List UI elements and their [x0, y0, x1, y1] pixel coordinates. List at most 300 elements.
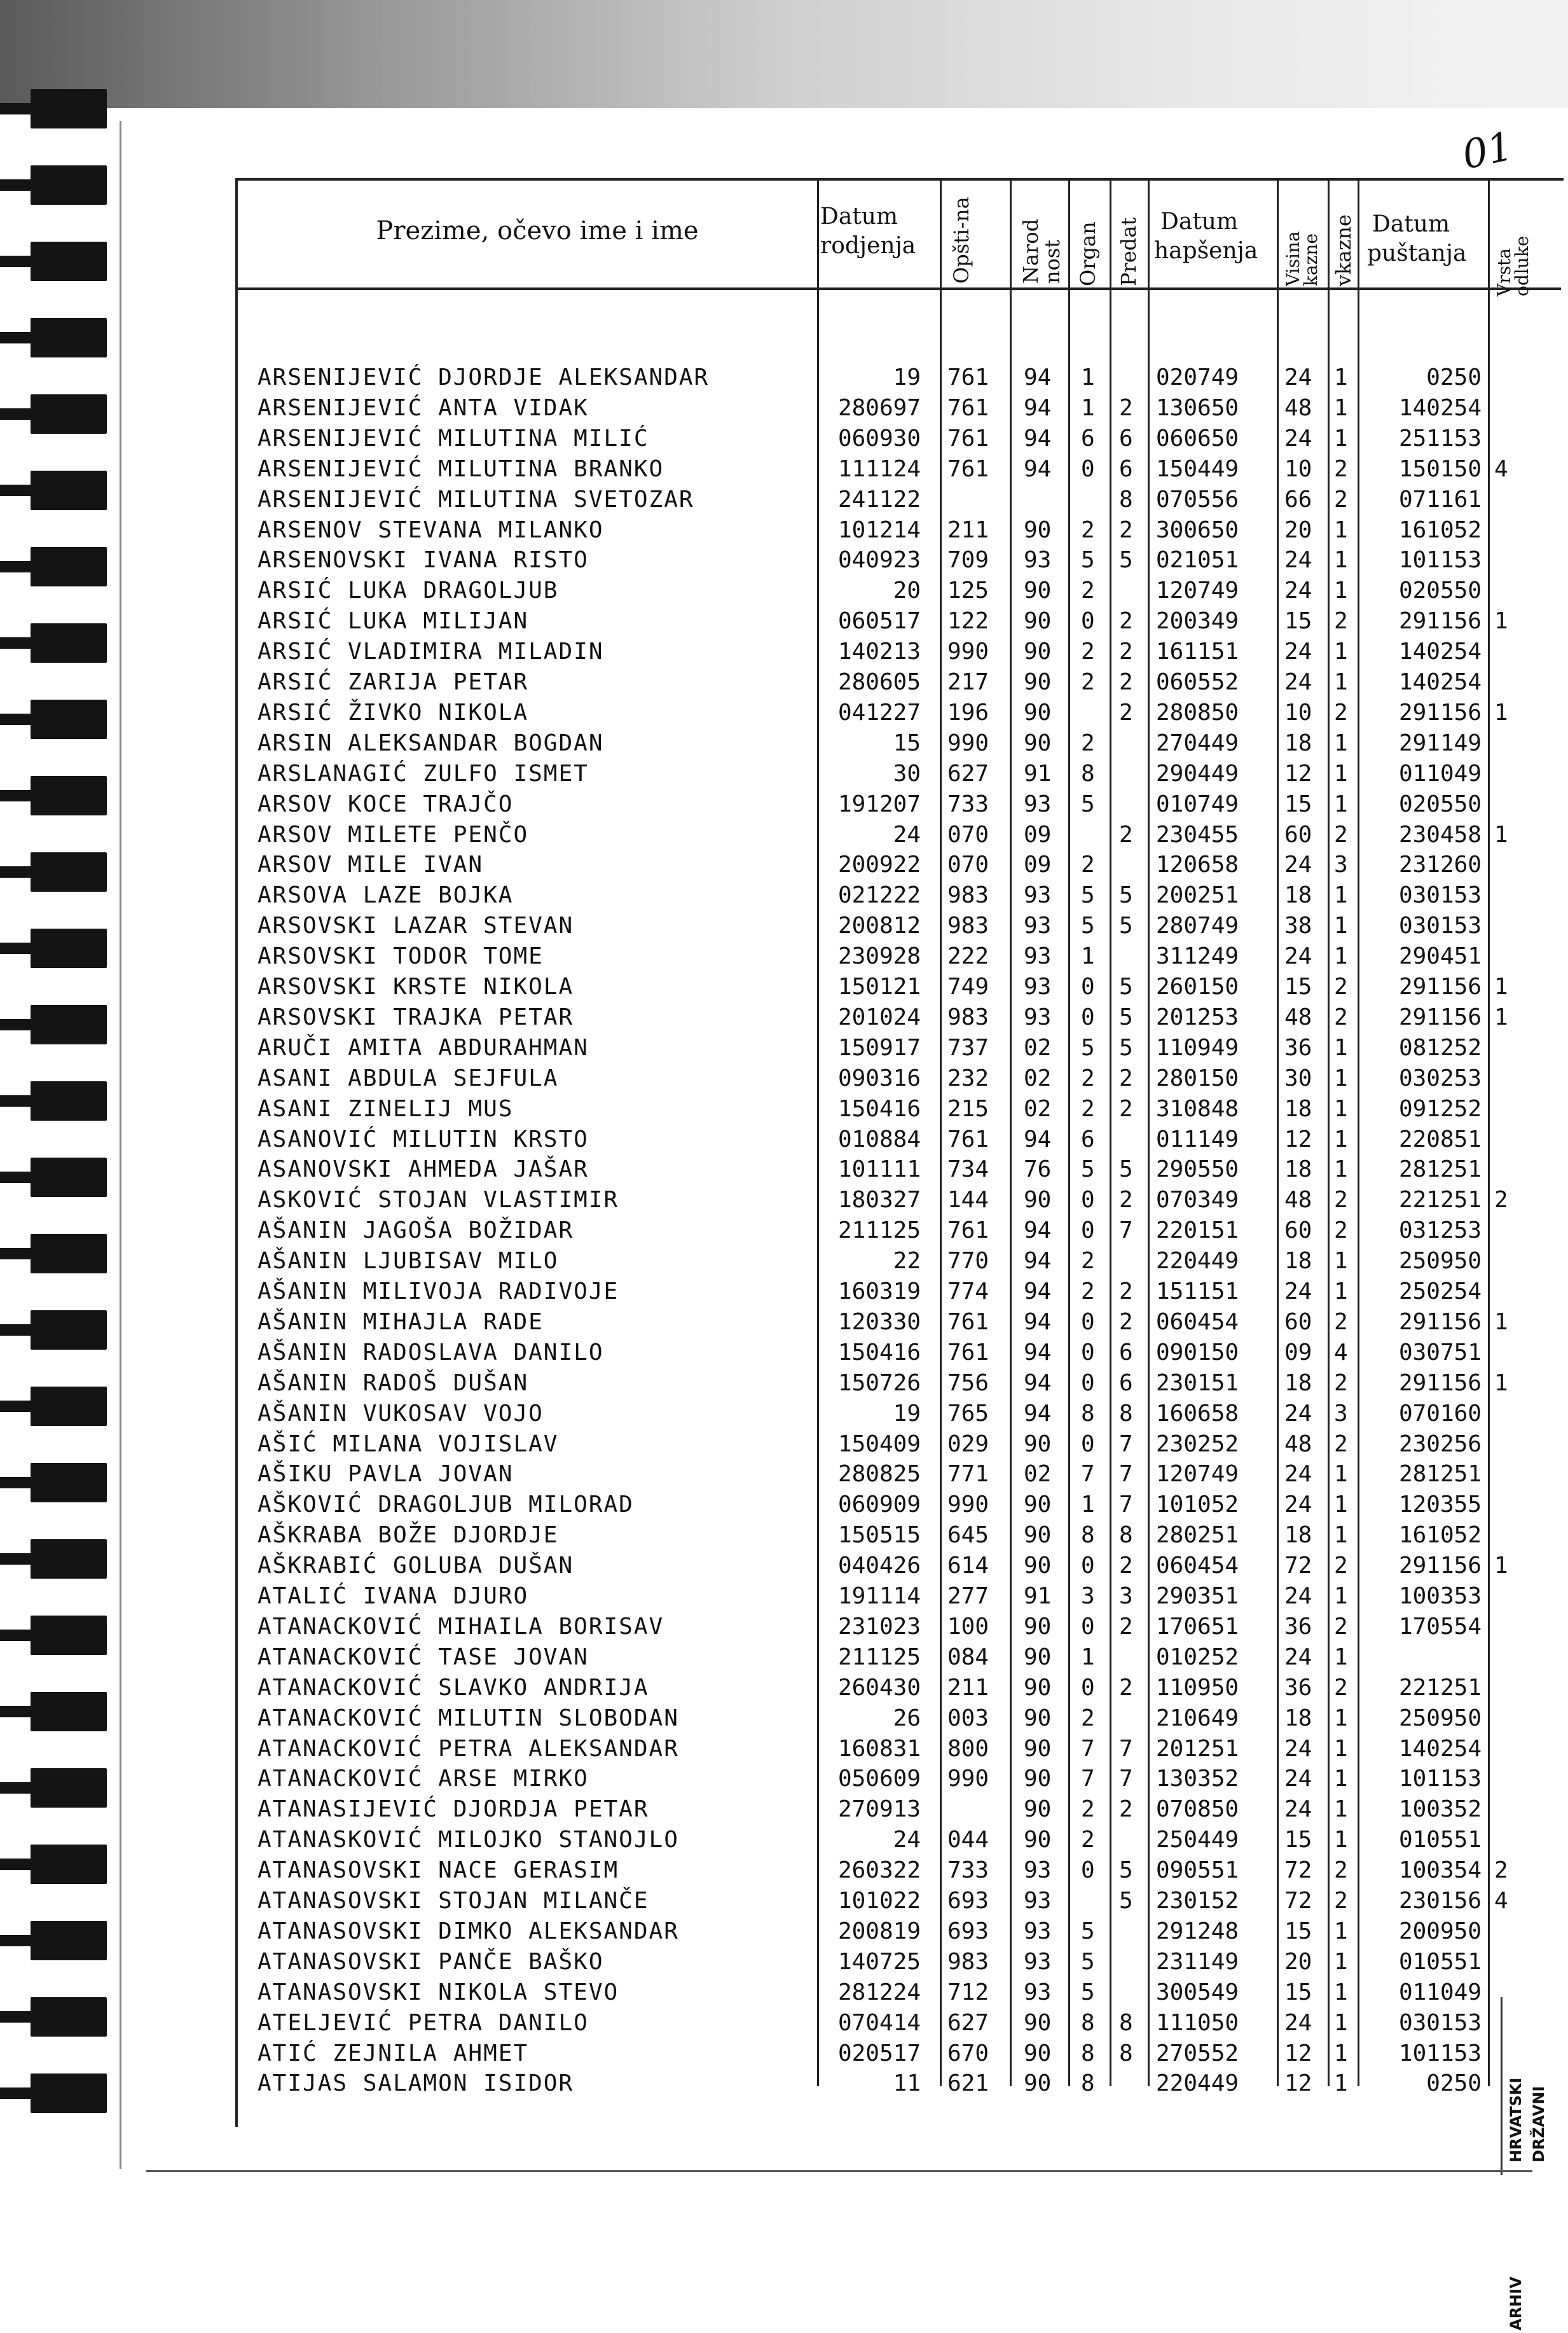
municipality-code: 084 [947, 1644, 989, 1670]
nationality-code: 90 [1024, 2070, 1052, 2097]
sentence-length: 30 [1284, 1065, 1312, 1091]
sentence-type: 1 [1334, 394, 1348, 421]
organ-code: 7 [1081, 1735, 1095, 1762]
sentence-length: 48 [1284, 394, 1312, 421]
organ-code: 0 [1081, 608, 1095, 635]
organ-code: 0 [1081, 1187, 1095, 1214]
prisoner-name: ATANASOVSKI PANČE BAŠKO [258, 1948, 604, 1975]
organ-code: 2 [1081, 516, 1095, 543]
sentence-length: 48 [1284, 1187, 1312, 1214]
organ-code: 0 [1081, 1339, 1095, 1366]
header-datum-pustanja [1367, 210, 1488, 268]
birth-date: 060909 [837, 1492, 921, 1518]
predat-code: 6 [1119, 425, 1133, 452]
sentence-type: 1 [1334, 1979, 1348, 2005]
birth-date: 101214 [837, 516, 921, 543]
decision-type: 1 [1494, 608, 1508, 635]
release-date: 291156 [1398, 1308, 1482, 1335]
prisoner-name: ARSENIJEVIĆ MILUTINA MILIĆ [258, 425, 649, 452]
header-datum-label: Datum [1160, 209, 1239, 235]
sentence-type: 1 [1334, 1248, 1348, 1275]
decision-type: 1 [1494, 1004, 1508, 1030]
municipality-code: 215 [947, 1095, 989, 1122]
release-date: 200950 [1398, 1918, 1482, 1944]
birth-date: 280697 [837, 394, 921, 421]
sentence-type: 1 [1334, 882, 1348, 909]
sentence-length: 12 [1284, 2040, 1312, 2066]
municipality-code: 196 [947, 699, 989, 726]
arrest-date: 290449 [1156, 760, 1239, 787]
sentence-type: 1 [1334, 639, 1348, 665]
prisoner-name: ATANACKOVIĆ PETRA ALEKSANDAR [258, 1735, 679, 1762]
release-date: 0250 [1426, 364, 1482, 391]
sentence-length: 24 [1284, 1461, 1312, 1488]
decision-type: 2 [1494, 1857, 1508, 1884]
birth-date: 230928 [837, 943, 921, 970]
birth-date: 281224 [837, 1979, 921, 2005]
prisoner-name: ATELJEVIĆ PETRA DANILO [258, 2009, 589, 2036]
municipality-code: 983 [947, 1004, 989, 1030]
prisoner-name: ASANI ABDULA SEJFULA [258, 1065, 559, 1091]
nationality-code: 94 [1024, 1339, 1052, 1366]
prisoner-name: AŠANIN MILIVOJA RADIVOJE [258, 1278, 619, 1305]
birth-date: 040426 [837, 1553, 921, 1579]
prisoner-name: ATANASOVSKI NIKOLA STEVO [258, 1979, 619, 2005]
binding-hole [31, 700, 107, 739]
nationality-code: 94 [1024, 1126, 1052, 1153]
prisoner-name: ARSENIJEVIĆ ANTA VIDAK [258, 394, 589, 421]
sentence-type: 2 [1334, 608, 1348, 635]
birth-date: 140213 [837, 639, 921, 665]
release-date: 291156 [1398, 1553, 1482, 1579]
birth-date: 010884 [837, 1126, 921, 1153]
prisoner-name: ARSOVA LAZE BOJKA [258, 882, 514, 909]
organ-code: 1 [1081, 394, 1095, 421]
release-date: 030153 [1398, 882, 1482, 909]
nationality-code: 94 [1024, 455, 1052, 482]
arrest-date: 201251 [1156, 1735, 1239, 1762]
arrest-date: 120658 [1156, 852, 1239, 878]
stamp-text: DRŽAVNI [1529, 2086, 1548, 2163]
stamp-text: ARHIV [1507, 2276, 1525, 2330]
organ-code: 0 [1081, 1857, 1095, 1884]
binding-hole [31, 165, 107, 205]
arrest-date: 111050 [1156, 2009, 1239, 2036]
municipality-code: 761 [947, 394, 989, 421]
binding-hole [31, 318, 107, 357]
prisoner-name: ASANI ZINELIJ MUS [258, 1095, 514, 1122]
birth-date: 26 [893, 1705, 921, 1731]
release-date: 291156 [1398, 974, 1482, 1000]
binding-hole [31, 2073, 107, 2113]
sentence-length: 66 [1284, 486, 1312, 513]
arrest-date: 090551 [1156, 1857, 1239, 1884]
column-divider [940, 178, 942, 2086]
nationality-code: 09 [1024, 852, 1052, 878]
arrest-date: 230252 [1156, 1430, 1239, 1457]
binding-hole [31, 1921, 107, 1960]
sentence-type: 1 [1334, 364, 1348, 391]
arrest-date: 161151 [1156, 639, 1239, 665]
organ-code: 2 [1081, 852, 1095, 878]
predat-code: 5 [1119, 974, 1133, 1000]
release-date: 230156 [1398, 1888, 1482, 1914]
predat-code: 8 [1119, 1400, 1133, 1427]
predat-code: 2 [1119, 516, 1133, 543]
arrest-date: 110949 [1156, 1034, 1239, 1061]
municipality-code: 211 [947, 516, 989, 543]
sentence-type: 1 [1334, 943, 1348, 970]
arrest-date: 090150 [1156, 1339, 1239, 1366]
sentence-type: 1 [1334, 1126, 1348, 1153]
birth-date: 111124 [837, 455, 921, 482]
arrest-date: 160658 [1156, 1400, 1239, 1427]
prisoner-name: ATIĆ ZEJNILA AHMET [258, 2040, 529, 2066]
organ-code: 8 [1081, 1400, 1095, 1427]
organ-code: 5 [1081, 882, 1095, 909]
nationality-code: 93 [1024, 1888, 1052, 1914]
predat-code: 6 [1119, 455, 1133, 482]
sentence-type: 1 [1334, 913, 1348, 939]
sentence-type: 1 [1334, 578, 1348, 604]
birth-date: 041227 [837, 699, 921, 726]
nationality-code: 94 [1024, 1248, 1052, 1275]
municipality-code: 003 [947, 1705, 989, 1731]
municipality-code: 217 [947, 669, 989, 695]
municipality-code: 122 [947, 608, 989, 635]
prisoner-name: ARSIĆ ŽIVKO NIKOLA [258, 699, 529, 726]
organ-code: 8 [1081, 2070, 1095, 2097]
predat-code: 2 [1119, 1613, 1133, 1640]
sentence-length: 60 [1284, 1308, 1312, 1335]
predat-code: 5 [1119, 913, 1133, 939]
column-divider [1068, 178, 1070, 2086]
sentence-type: 2 [1334, 974, 1348, 1000]
release-date: 161052 [1398, 1522, 1482, 1549]
birth-date: 280605 [837, 669, 921, 695]
binding-hole [31, 1234, 107, 1273]
nationality-code: 90 [1024, 516, 1052, 543]
municipality-code: 756 [947, 1369, 989, 1396]
sentence-type: 1 [1334, 1918, 1348, 1944]
nationality-code: 93 [1024, 547, 1052, 574]
prisoner-name: ARSOVSKI LAZAR STEVAN [258, 913, 574, 939]
sentence-length: 18 [1284, 1156, 1312, 1183]
column-divider [1148, 178, 1150, 2086]
nationality-code: 94 [1024, 1400, 1052, 1427]
arrest-date: 120749 [1156, 578, 1239, 604]
prisoner-name: AŠANIN JAGOŠA BOŽIDAR [258, 1217, 574, 1244]
nationality-code: 09 [1024, 821, 1052, 848]
binding-hole [31, 1539, 107, 1579]
arrest-date: 250449 [1156, 1827, 1239, 1853]
birth-date: 260322 [837, 1857, 921, 1884]
predat-code: 2 [1119, 1278, 1133, 1305]
sentence-type: 1 [1334, 2070, 1348, 2097]
birth-date: 201024 [837, 1004, 921, 1030]
nationality-code: 02 [1024, 1095, 1052, 1122]
nationality-code: 93 [1024, 1948, 1052, 1975]
organ-code: 0 [1081, 1430, 1095, 1457]
predat-code: 7 [1119, 1217, 1133, 1244]
organ-code: 3 [1081, 1583, 1095, 1609]
column-divider [1328, 178, 1330, 2086]
sentence-type: 1 [1334, 1583, 1348, 1609]
predat-code: 2 [1119, 1674, 1133, 1701]
birth-date: 150416 [837, 1339, 921, 1366]
release-date: 230256 [1398, 1430, 1482, 1457]
prisoner-name: ATANACKOVIĆ MILUTIN SLOBODAN [258, 1705, 679, 1731]
arrest-date: 270552 [1156, 2040, 1239, 2066]
sentence-length: 36 [1284, 1034, 1312, 1061]
municipality-code: 749 [947, 974, 989, 1000]
prisoner-name: AŠANIN LJUBISAV MILO [258, 1248, 559, 1275]
decision-type: 1 [1494, 1553, 1508, 1579]
binding-hole [31, 471, 107, 510]
decision-type: 1 [1494, 699, 1508, 726]
birth-date: 180327 [837, 1187, 921, 1214]
scan-top-shadow [0, 0, 1568, 108]
header-narodnost: Narod nost [1019, 218, 1064, 284]
birth-date: 24 [893, 1827, 921, 1853]
arrest-date: 230151 [1156, 1369, 1239, 1396]
release-date: 291156 [1398, 1004, 1482, 1030]
prisoner-name: AŠKRABA BOŽE DJORDJE [258, 1522, 559, 1549]
birth-date: 040923 [837, 547, 921, 574]
nationality-code: 90 [1024, 2040, 1052, 2066]
arrest-date: 060650 [1156, 425, 1239, 452]
arrest-date: 280251 [1156, 1522, 1239, 1549]
prisoner-name: AŠKOVIĆ DRAGOLJUB MILORAD [258, 1492, 634, 1518]
nationality-code: 93 [1024, 882, 1052, 909]
municipality-code: 232 [947, 1065, 989, 1091]
prisoner-name: AŠKRABIĆ GOLUBA DUŠAN [258, 1553, 574, 1579]
nationality-code: 90 [1024, 1766, 1052, 1792]
nationality-code: 90 [1024, 1644, 1052, 1670]
release-date: 251153 [1398, 425, 1482, 452]
predat-code: 2 [1119, 821, 1133, 848]
sentence-type: 1 [1334, 2040, 1348, 2066]
organ-code: 2 [1081, 1095, 1095, 1122]
nationality-code: 90 [1024, 1492, 1052, 1518]
nationality-code: 93 [1024, 1857, 1052, 1884]
sentence-length: 18 [1284, 730, 1312, 756]
release-date: 030153 [1398, 913, 1482, 939]
arrest-date: 151151 [1156, 1278, 1239, 1305]
release-date: 290451 [1398, 943, 1482, 970]
municipality-code: 693 [947, 1918, 989, 1944]
birth-date: 101111 [837, 1156, 921, 1183]
header-datum-label: Datum [1372, 211, 1450, 237]
nationality-code: 93 [1024, 791, 1052, 817]
nationality-code: 90 [1024, 699, 1052, 726]
municipality-code: 761 [947, 1217, 989, 1244]
nationality-code: 90 [1024, 639, 1052, 665]
sentence-type: 2 [1334, 699, 1348, 726]
sentence-length: 24 [1284, 1766, 1312, 1792]
arrest-date: 010749 [1156, 791, 1239, 817]
arrest-date: 270449 [1156, 730, 1239, 756]
municipality-code: 693 [947, 1888, 989, 1914]
organ-code: 5 [1081, 1918, 1095, 1944]
municipality-code: 670 [947, 2040, 989, 2066]
arrest-date: 200251 [1156, 882, 1239, 909]
organ-code: 0 [1081, 455, 1095, 482]
prisoner-name: ARSIĆ ZARIJA PETAR [258, 669, 529, 695]
nationality-code: 91 [1024, 1583, 1052, 1609]
nationality-code: 90 [1024, 1705, 1052, 1731]
release-date: 081252 [1398, 1034, 1482, 1061]
sentence-length: 48 [1284, 1004, 1312, 1030]
predat-code: 2 [1119, 1796, 1133, 1823]
municipality-code: 771 [947, 1461, 989, 1488]
release-date: 0250 [1426, 2070, 1482, 2097]
municipality-code: 761 [947, 1339, 989, 1366]
prisoner-name: ARSIĆ LUKA DRAGOLJUB [258, 578, 559, 604]
sentence-type: 1 [1334, 1796, 1348, 1823]
organ-code: 2 [1081, 639, 1095, 665]
nationality-code: 02 [1024, 1034, 1052, 1061]
sentence-type: 4 [1334, 1339, 1348, 1366]
sentence-type: 1 [1334, 669, 1348, 695]
organ-code: 0 [1081, 1004, 1095, 1030]
predat-code: 6 [1119, 1339, 1133, 1366]
arrest-date: 060552 [1156, 669, 1239, 695]
arrest-date: 011149 [1156, 1126, 1239, 1153]
prisoner-name: ATANASKOVIĆ MILOJKO STANOJLO [258, 1827, 679, 1853]
nationality-code: 76 [1024, 1156, 1052, 1183]
sentence-type: 1 [1334, 1766, 1348, 1792]
nationality-code: 90 [1024, 1553, 1052, 1579]
arrest-date: 021051 [1156, 547, 1239, 574]
municipality-code: 645 [947, 1522, 989, 1549]
municipality-code: 800 [947, 1735, 989, 1762]
sentence-type: 1 [1334, 1095, 1348, 1122]
organ-code: 7 [1081, 1766, 1095, 1792]
predat-code: 5 [1119, 547, 1133, 574]
sentence-length: 12 [1284, 760, 1312, 787]
nationality-code: 91 [1024, 760, 1052, 787]
arrest-date: 060454 [1156, 1553, 1239, 1579]
organ-code: 2 [1081, 578, 1095, 604]
nationality-code: 90 [1024, 669, 1052, 695]
organ-code: 6 [1081, 1126, 1095, 1153]
arrest-date: 150449 [1156, 455, 1239, 482]
release-date: 010551 [1398, 1827, 1482, 1853]
release-date: 291149 [1398, 730, 1482, 756]
prisoner-name: ARSENIJEVIĆ DJORDJE ALEKSANDAR [258, 364, 710, 391]
municipality-code: 765 [947, 1400, 989, 1427]
municipality-code: 774 [947, 1278, 989, 1305]
municipality-code: 770 [947, 1248, 989, 1275]
nationality-code: 93 [1024, 943, 1052, 970]
birth-date: 140725 [837, 1948, 921, 1975]
binding-hole [31, 623, 107, 663]
organ-code: 6 [1081, 425, 1095, 452]
birth-date: 24 [893, 821, 921, 848]
arrest-date: 070850 [1156, 1796, 1239, 1823]
nationality-code: 90 [1024, 1613, 1052, 1640]
municipality-code: 761 [947, 364, 989, 391]
sentence-length: 38 [1284, 913, 1312, 939]
prisoner-name: ARUČI AMITA ABDURAHMAN [258, 1034, 589, 1061]
sentence-length: 24 [1284, 1644, 1312, 1670]
municipality-code: 222 [947, 943, 989, 970]
release-date: 161052 [1398, 516, 1482, 543]
municipality-code: 211 [947, 1674, 989, 1701]
birth-date: 191207 [837, 791, 921, 817]
organ-code: 2 [1081, 1796, 1095, 1823]
predat-code: 2 [1119, 699, 1133, 726]
arrest-date: 310848 [1156, 1095, 1239, 1122]
sentence-type: 1 [1334, 1948, 1348, 1975]
binding-hole [31, 1463, 107, 1502]
header-pustanja-label: puštanja [1367, 240, 1467, 267]
decision-type: 2 [1494, 1187, 1508, 1214]
predat-code: 8 [1119, 2040, 1133, 2066]
sentence-length: 18 [1284, 1248, 1312, 1275]
binding-hole [31, 1997, 107, 2037]
arrest-date: 291248 [1156, 1918, 1239, 1944]
predat-code: 2 [1119, 669, 1133, 695]
nationality-code: 93 [1024, 1004, 1052, 1030]
header-hapsenja-label: hapšenja [1154, 238, 1258, 264]
header-opstina: Opšti-na [949, 197, 973, 284]
predat-code: 7 [1119, 1492, 1133, 1518]
sentence-length: 10 [1284, 455, 1312, 482]
nationality-code: 94 [1024, 1217, 1052, 1244]
binding-hole [31, 1081, 107, 1121]
sentence-type: 3 [1334, 1400, 1348, 1427]
prisoner-name: AŠIKU PAVLA JOVAN [258, 1461, 514, 1488]
release-date: 250254 [1398, 1278, 1482, 1305]
predat-code: 5 [1119, 1857, 1133, 1884]
birth-date: 150409 [837, 1430, 921, 1457]
arrest-date: 300650 [1156, 516, 1239, 543]
prisoner-name: ARSENOV STEVANA MILANKO [258, 516, 604, 543]
sentence-length: 24 [1284, 943, 1312, 970]
header-datum-hapsenja [1154, 207, 1275, 266]
nationality-code: 90 [1024, 1796, 1052, 1823]
binding-hole [31, 1768, 107, 1808]
sentence-type: 2 [1334, 1187, 1348, 1214]
nationality-code: 02 [1024, 1065, 1052, 1091]
binding-hole [31, 89, 107, 128]
predat-code: 7 [1119, 1766, 1133, 1792]
organ-code: 0 [1081, 1553, 1095, 1579]
prisoner-name: ATIJAS SALAMON ISIDOR [258, 2070, 574, 2097]
column-divider [1110, 178, 1111, 2086]
organ-code: 1 [1081, 1644, 1095, 1670]
municipality-code: 029 [947, 1430, 989, 1457]
prisoner-name: ATANACKOVIĆ TASE JOVAN [258, 1644, 589, 1670]
release-date: 020550 [1398, 791, 1482, 817]
arrest-date: 130650 [1156, 394, 1239, 421]
header-vrsta-odluke: Vrsta odluke [1494, 235, 1532, 296]
sentence-type: 2 [1334, 486, 1348, 513]
municipality-code: 761 [947, 425, 989, 452]
arrest-date: 070556 [1156, 486, 1239, 513]
prisoner-name: ATALIĆ IVANA DJURO [258, 1583, 529, 1609]
release-date: 250950 [1398, 1248, 1482, 1275]
sentence-type: 1 [1334, 2009, 1348, 2036]
arrest-date: 280150 [1156, 1065, 1239, 1091]
birth-date: 231023 [837, 1613, 921, 1640]
predat-code: 5 [1119, 1156, 1133, 1183]
birth-date: 160831 [837, 1735, 921, 1762]
organ-code: 2 [1081, 1248, 1095, 1275]
sentence-type: 1 [1334, 1522, 1348, 1549]
